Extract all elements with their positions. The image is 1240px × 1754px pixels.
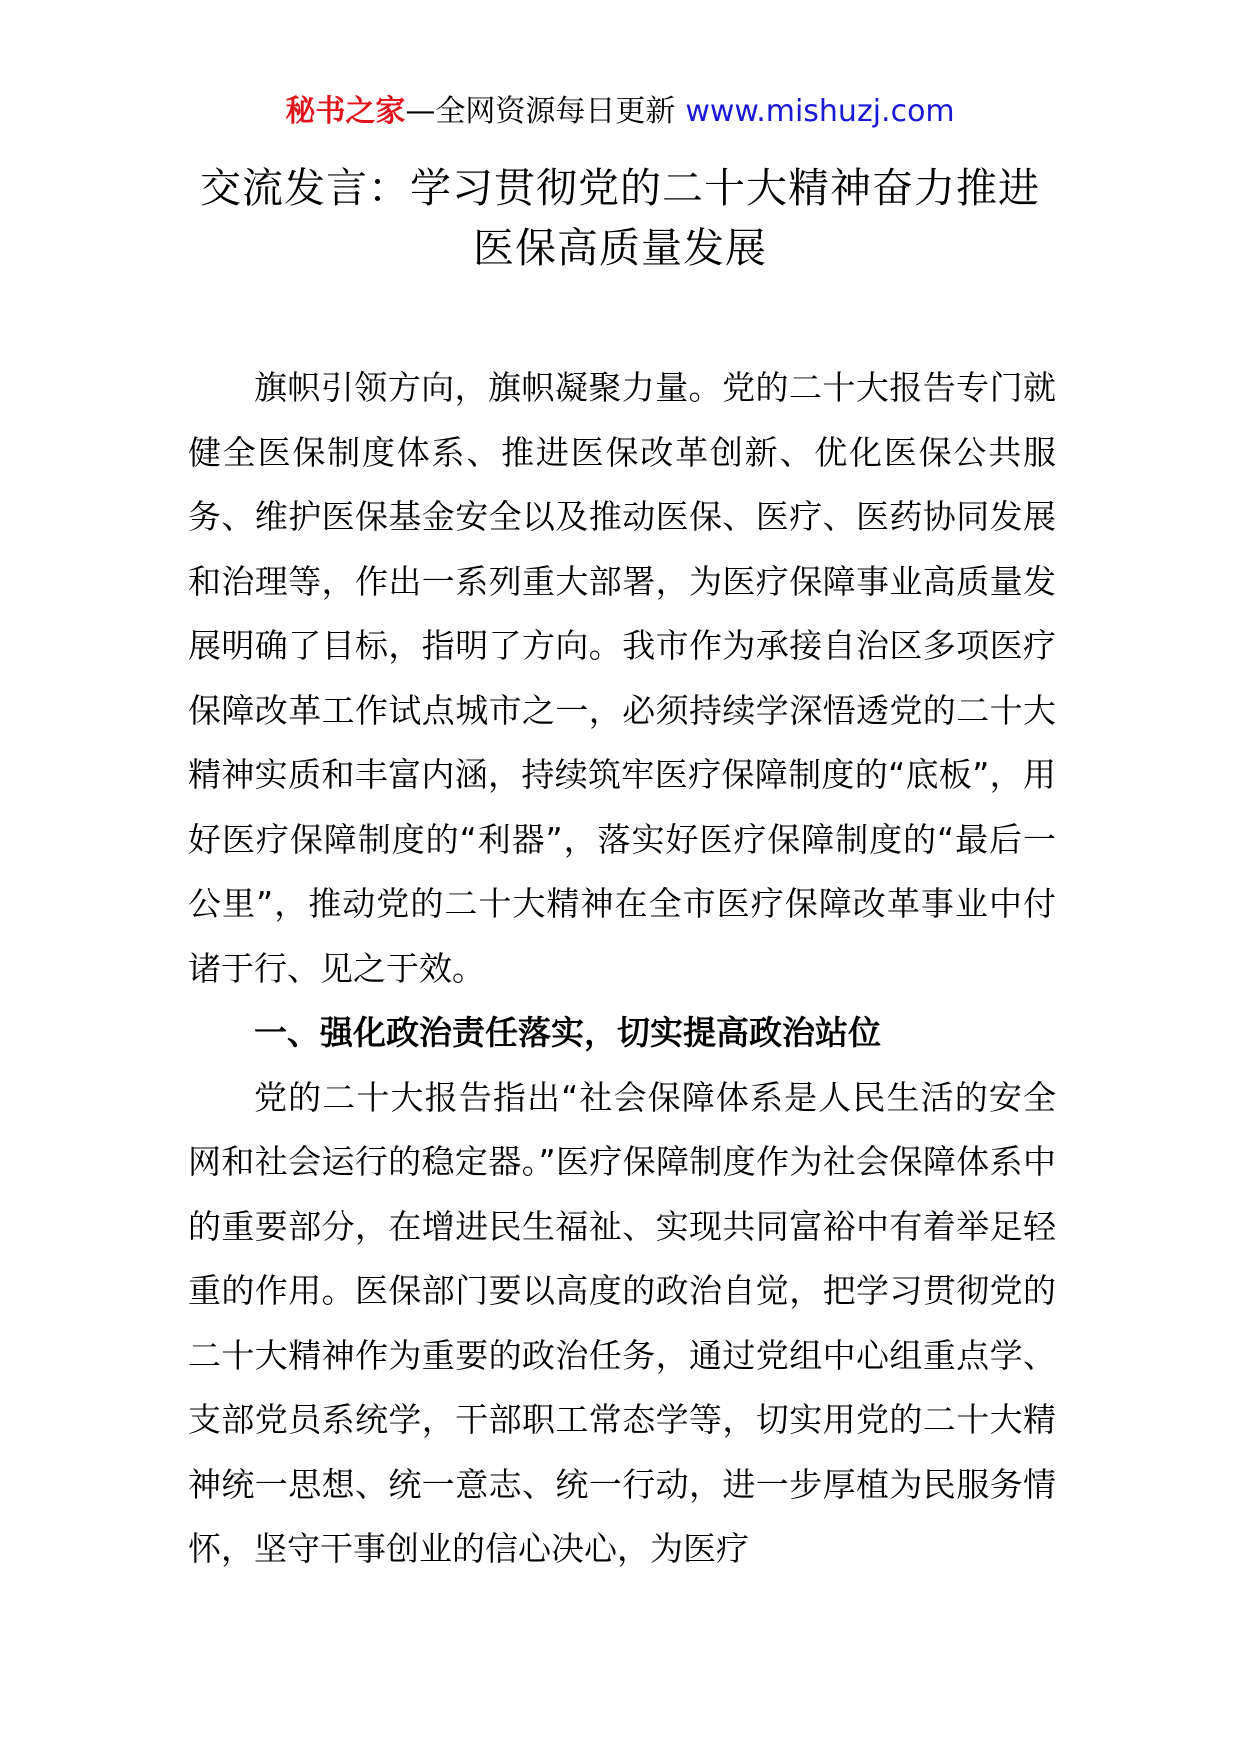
site-slogan: —全网资源每日更新 [405, 94, 676, 129]
document-body [188, 356, 1056, 1582]
document-title [0, 158, 1240, 278]
paragraph-intro: 旗帜引领方向，旗帜凝聚力量。党的二十大报告专门就健全医保制度体系、推进医保改革创新、优化医保公共服务、维护医保基金安全以及推动医保、医疗、医药协同发展和治理等，作出一系列重大部署，为医疗保障事业高质量发展明确了目标，指明了方向。我市作为承接自治区多项医疗保障改革工作试点城市之一，必须持续学深悟透党的二十大精神实质和丰富内涵，持续筑牢医疗保障制度的“底板”，用好医疗保障制度的“利器”，落实好医疗保障制度的“最后一公里”，推动党的二十大精神在全市医疗保障改革事业中付诸于行、见之于效。 [188, 368, 1056, 988]
paragraph-section-1: 党的二十大报告指出“社会保障体系是人民生活的安全网和社会运行的稳定器。”医疗保障制度作为社会保障体系中的重要部分，在增进民生福祉、实现共同富裕中有着举足轻重的作用。医保部门要以高度的政治自觉，把学习贯彻党的二十大精神作为重要的政治任务，通过党组中心组重点学、支部党员系统学，干部职工常态学等，切实用党的二十大精神统一思想、统一意志、统一行动，进一步厚植为民服务情怀，坚守干事创业的信心决心，为医疗 [188, 1077, 1056, 1568]
title-line-1: 交流发言：学习贯彻党的二十大精神奋力推进 [200, 164, 1040, 212]
site-brand: 秘书之家 [285, 94, 406, 129]
section-heading-1: 一、强化政治责任落实，切实提高政治站位 [254, 1013, 881, 1052]
site-header [0, 92, 1240, 132]
site-url-link[interactable]: www.mishuzj.com [685, 94, 955, 129]
title-line-2: 医保高质量发展 [473, 224, 767, 272]
